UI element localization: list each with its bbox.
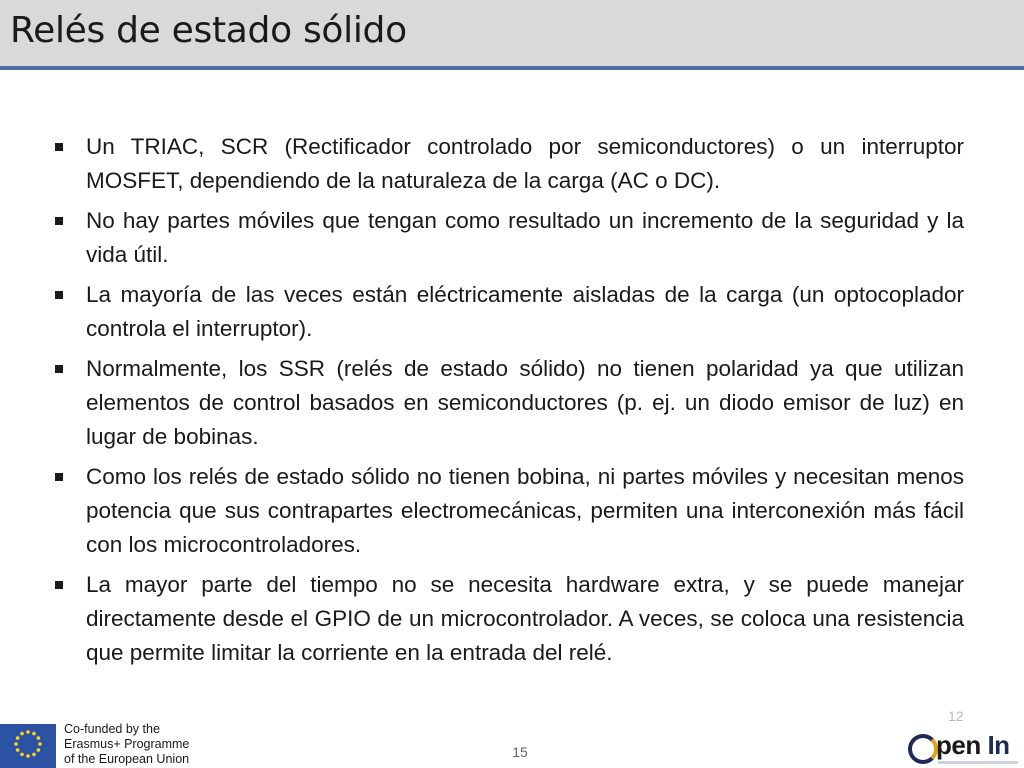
bullet-item <box>52 352 964 454</box>
logo-text <box>936 730 1010 761</box>
bullet-marker <box>55 143 63 151</box>
bullet-item <box>52 460 964 562</box>
bullet-item <box>52 568 964 670</box>
openin-logo-icon <box>908 726 1024 768</box>
corner-page-mark: 12 <box>948 708 964 724</box>
slide-title: Relés de estado sólido <box>10 10 407 51</box>
bullet-text: La mayor parte del tiempo no se necesita hardware extra, y se puede manejar directamente desde el GPIO de un microcontrolador. A veces, se coloca una resistencia que permite limitar la corriente en la entrada del relé. <box>86 572 964 665</box>
bullet-text: Un TRIAC, SCR (Rectificador controlado por semiconductores) o un interruptor MOSFET, dependiendo de la naturaleza de la carga (AC o DC). <box>86 134 964 193</box>
bullet-marker <box>55 473 63 481</box>
logo-ring <box>908 734 938 764</box>
eu-stars <box>0 724 56 768</box>
logo-underline <box>938 761 1018 764</box>
bullet-text: La mayoría de las veces están eléctricamente aisladas de la carga (un optocoplador controla el interruptor). <box>86 282 964 341</box>
logo-text-accent: In <box>987 730 1010 760</box>
bullet-item <box>52 278 964 346</box>
eu-text-line: of the European Union <box>64 752 190 766</box>
bullet-marker <box>55 365 63 373</box>
eu-cofunding-text <box>64 722 200 767</box>
bullet-text: Como los relés de estado sólido no tienen bobina, ni partes móviles y necesitan menos potencia que sus contrapartes electromecánicas, permiten una interconexión más fácil con los microcontroladores. <box>86 464 964 557</box>
eu-flag-icon <box>0 724 56 768</box>
page-number: 15 <box>512 744 528 760</box>
eu-text-line: Co-funded by the <box>64 722 160 736</box>
bullet-text: Normalmente, los SSR (relés de estado sólido) no tienen polaridad ya que utilizan elementos de control basados en semiconductores (p. ej. un diodo emisor de luz) en lugar de bobinas. <box>86 356 964 449</box>
bullet-marker <box>55 581 63 589</box>
bullet-list <box>52 130 964 676</box>
title-bar <box>0 0 1024 70</box>
bullet-marker <box>55 291 63 299</box>
bullet-marker <box>55 217 63 225</box>
logo-text-part: pen <box>936 730 988 760</box>
bullet-item <box>52 204 964 272</box>
eu-text-line: Erasmus+ Programme <box>64 737 190 751</box>
bullet-item <box>52 130 964 198</box>
eu-cofunding-notice <box>0 718 200 768</box>
bullet-text: No hay partes móviles que tengan como resultado un incremento de la seguridad y la vida útil. <box>86 208 964 267</box>
